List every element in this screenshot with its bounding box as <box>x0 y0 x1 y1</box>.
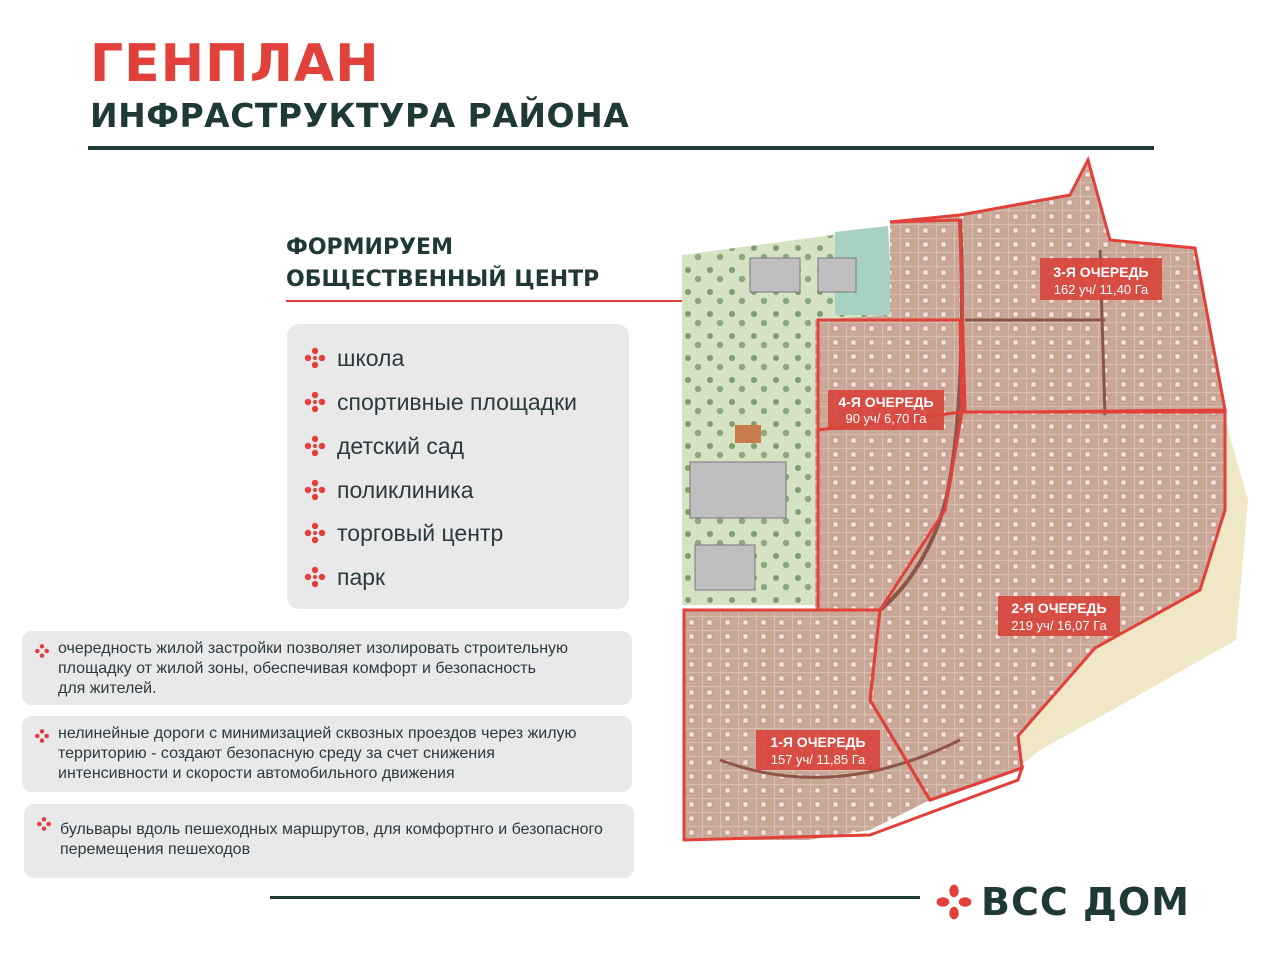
phase-4-name: 4-Я ОЧЕРЕДЬ <box>838 394 934 410</box>
public-building <box>818 258 856 292</box>
note-card <box>22 631 632 705</box>
page-title: ГЕНПЛАН <box>90 34 380 94</box>
amenity-item <box>303 387 577 417</box>
kindergarten-building <box>695 545 755 590</box>
flower-bullet-icon <box>36 816 52 832</box>
page-subtitle: ИНФРАСТРУКТУРА РАЙОНА <box>90 96 630 135</box>
phase-3-name: 3-Я ОЧЕРЕДЬ <box>1053 264 1149 280</box>
center-heading <box>286 232 599 296</box>
amenity-item <box>303 343 404 373</box>
amenities-panel <box>287 324 629 609</box>
amenity-label: детский сад <box>337 432 465 459</box>
flower-bullet-icon <box>303 521 327 545</box>
phase-2-name: 2-Я ОЧЕРЕДЬ <box>1011 600 1107 616</box>
flower-bullet-icon <box>34 728 50 744</box>
note-card <box>22 716 632 792</box>
logo-wordmark: BCC ДОМ <box>981 880 1190 924</box>
flower-bullet-icon <box>303 346 327 370</box>
brand-logo <box>935 880 1190 924</box>
sports-ground <box>735 425 761 443</box>
phase-2-info: 219 уч/ 16,07 Га <box>1011 618 1107 633</box>
flower-bullet-icon <box>303 478 327 502</box>
school-building <box>690 462 786 518</box>
note-card <box>24 804 634 878</box>
public-building <box>750 258 800 292</box>
amenity-item <box>303 518 503 548</box>
center-heading-line1: ФОРМИРУЕМ <box>286 235 453 260</box>
flower-bullet-icon <box>34 643 50 659</box>
footer-divider <box>270 896 920 899</box>
amenity-label: спортивные площадки <box>337 388 578 415</box>
phase-1-name: 1-Я ОЧЕРЕДЬ <box>770 734 866 750</box>
flower-bullet-icon <box>303 565 327 589</box>
phase-3-info: 162 уч/ 11,40 Га <box>1053 282 1149 297</box>
amenity-item <box>303 475 474 505</box>
phase-4-info: 90 уч/ 6,70 Га <box>845 411 927 426</box>
amenity-item <box>303 562 385 592</box>
note-text: бульвары вдоль пешеходных маршрутов, для комфортнго и безопасного перемещения пешеходов <box>60 821 603 858</box>
flower-bullet-icon <box>303 390 327 414</box>
flower-bullet-icon <box>303 434 327 458</box>
amenity-label: школа <box>337 344 405 371</box>
note-text: нелинейные дороги с минимизацией сквозных проездов через жилую территорию - создают безопасную среду за счет снижения интенсивности и скорости автомобильного движения <box>58 725 577 782</box>
phase-1-info: 157 уч/ 11,85 Га <box>770 752 866 767</box>
note-text: очередность жилой застройки позволяет изолировать строительную площадку от жилой зоны, обеспечивая комфорт и безопасность для жителей. <box>58 640 569 697</box>
amenity-label: поликлиника <box>337 476 474 503</box>
master-plan-map <box>676 150 1256 860</box>
amenity-label: парк <box>337 563 386 590</box>
center-heading-line2: ОБЩЕСТВЕННЫЙ ЦЕНТР <box>286 267 600 292</box>
logo-flower-icon <box>935 883 973 921</box>
amenity-label: торговый центр <box>337 519 504 546</box>
amenity-item <box>303 431 464 461</box>
